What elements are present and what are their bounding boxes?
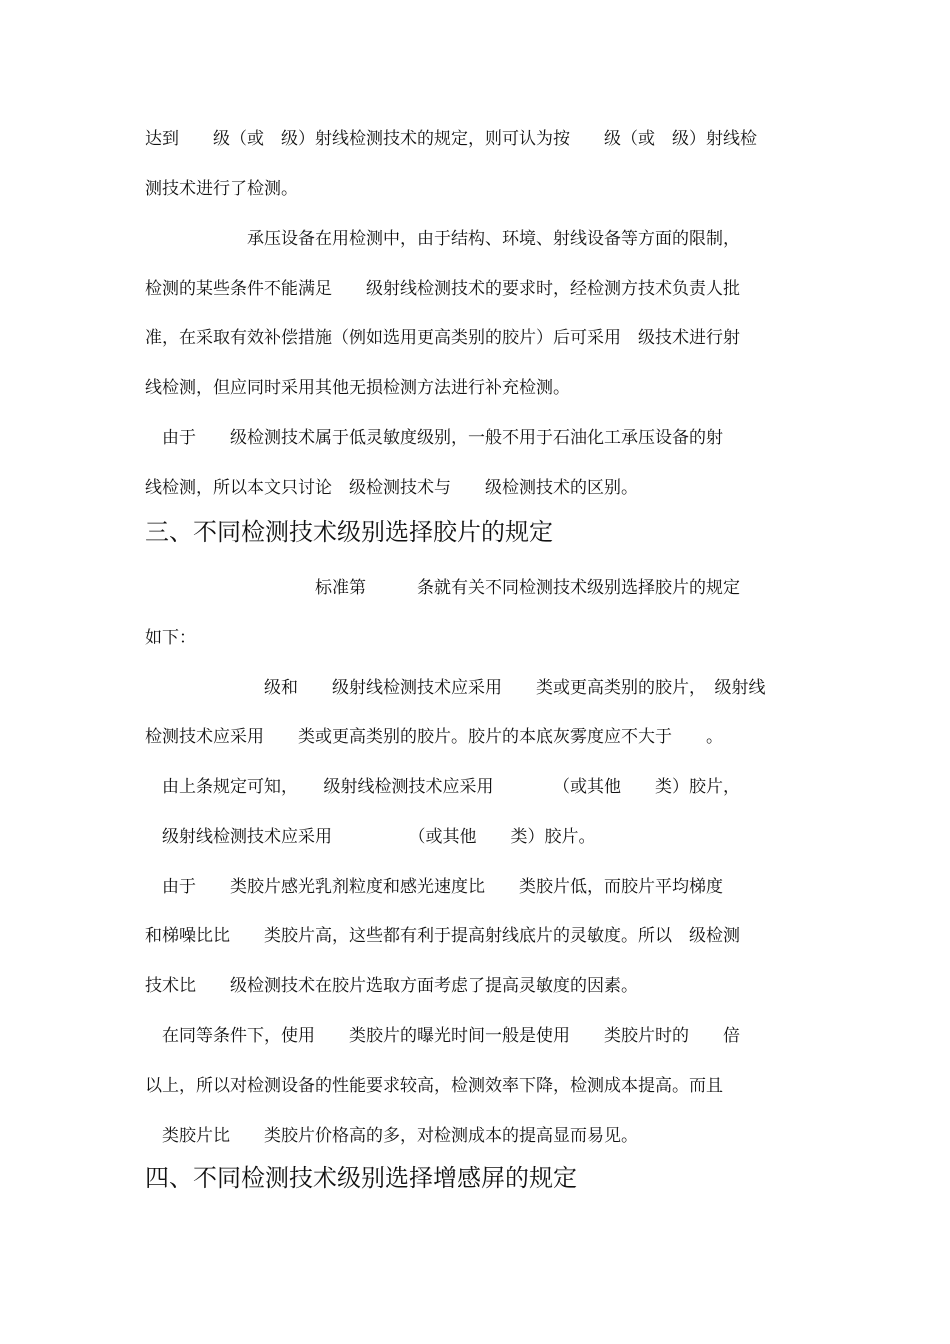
- body-text-line: 在同等条件下，使用 类胶片的曝光时间一般是使用 类胶片时的 倍: [145, 1026, 740, 1046]
- body-text-line: 类胶片比 类胶片价格高的多，对检测成本的提高显而易见。: [145, 1126, 638, 1146]
- section-heading: 三、不同检测技术级别选择胶片的规定: [145, 518, 553, 546]
- section-heading: 四、不同检测技术级别选择增感屏的规定: [145, 1164, 577, 1192]
- body-text-line: 由上条规定可知， 级射线检测技术应采用 （或其他 类）胶片，: [145, 777, 740, 797]
- body-text-line: 以上，所以对检测设备的性能要求较高，检测效率下降，检测成本提高。而且: [145, 1076, 723, 1096]
- body-text-line: 线检测，所以本文只讨论 级检测技术与 级检测技术的区别。: [145, 478, 638, 498]
- body-text-line: 标准第 条就有关不同检测技术级别选择胶片的规定: [145, 578, 740, 598]
- body-text-line: 和梯噪比比 类胶片高，这些都有利于提高射线底片的灵敏度。所以 级检测: [145, 926, 740, 946]
- body-text-line: 检测技术应采用 类或更高类别的胶片。胶片的本底灰雾度应不大于 。: [145, 727, 723, 747]
- body-text-line: 测技术进行了检测。: [145, 179, 298, 199]
- body-text-line: 承压设备在用检测中，由于结构、环境、射线设备等方面的限制，: [145, 229, 740, 249]
- body-text-line: 达到 级（或 级）射线检测技术的规定，则可认为按 级（或 级）射线检: [145, 129, 757, 149]
- body-text-line: 技术比 级检测技术在胶片选取方面考虑了提高灵敏度的因素。: [145, 976, 638, 996]
- body-text-line: 准，在采取有效补偿措施（例如选用更高类别的胶片）后可采用 级技术进行射: [145, 328, 740, 348]
- body-text-line: 如下：: [145, 628, 196, 648]
- body-text-line: 线检测，但应同时采用其他无损检测方法进行补充检测。: [145, 378, 570, 398]
- body-text-line: 检测的某些条件不能满足 级射线检测技术的要求时，经检测方技术负责人批: [145, 279, 740, 299]
- body-text-line: 级和 级射线检测技术应采用 类或更高类别的胶片， 级射线: [145, 678, 766, 698]
- body-text-line: 级射线检测技术应采用 （或其他 类）胶片。: [145, 827, 596, 847]
- body-text-line: 由于 级检测技术属于低灵敏度级别，一般不用于石油化工承压设备的射: [145, 428, 723, 448]
- body-text-line: 由于 类胶片感光乳剂粒度和感光速度比 类胶片低，而胶片平均梯度: [145, 877, 723, 897]
